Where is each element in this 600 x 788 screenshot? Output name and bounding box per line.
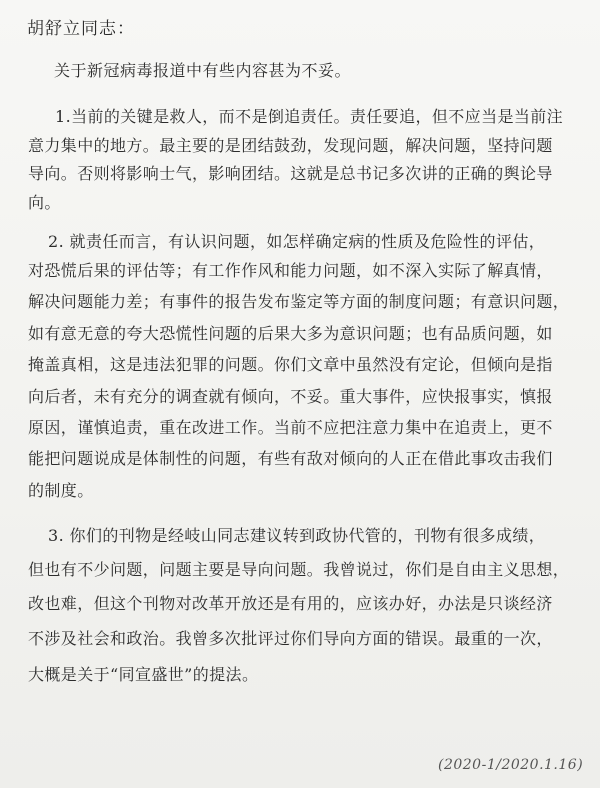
- paragraph-2-line-2: 对恐慌后果的评估等；有工作作风和能力问题，如不深入实际了解真情，: [28, 261, 553, 280]
- paragraph-3-line-4: 不涉及社会和政治。我曾多次批评过你们导向方面的错误。最重的一次，: [28, 629, 553, 648]
- paragraph-3-line-3: 改也难，但这个刊物对改革开放还是有用的，应该办好，办法是只谈经济: [28, 594, 553, 613]
- paragraph-3-line-2: 但也有不少问题，问题主要是导向问题。我曾说过，你们是自由主义思想，: [28, 560, 570, 579]
- paragraph-2-line-4: 如有意无意的夸大恐慌性问题的后果大多为意识问题；也有品质问题，如: [28, 324, 553, 343]
- paragraph-1-line-1: 1.当前的关键是救人，而不是倒追责任。责任要追，但不应当是当前注: [55, 107, 564, 126]
- paragraph-2-line-7: 原因，谨慎追责，重在改进工作。当前不应把注意力集中在追责上，更不: [28, 418, 553, 437]
- paragraph-2-line-6: 向后者，未有充分的调查就有倾向，不妥。重大事件，应快报事实，慎报: [28, 387, 553, 406]
- paragraph-2-line-5: 掩盖真相，这是违法犯罪的问题。你们文章中虽然没有定论，但倾向是指: [28, 355, 553, 374]
- paragraph-2-line-3: 解决问题能力差；有事件的报告发布鉴定等方面的制度问题；有意识问题，: [28, 292, 570, 311]
- paragraph-2-line-1: 2. 就责任而言，有认识问题，如怎样确定病的性质及危险性的评估，: [48, 232, 546, 251]
- paragraph-1-line-3: 导向。否则将影响士气，影响团结。这就是总书记多次讲的正确的舆论导: [28, 164, 553, 183]
- paragraph-2-line-9: 的制度。: [28, 481, 94, 500]
- paragraph-1-line-2: 意力集中的地方。最主要的是团结鼓劲，发现问题，解决问题，坚持问题: [28, 136, 553, 155]
- intro-line: 关于新冠病毒报道中有些内容甚为不妥。: [54, 61, 352, 80]
- handwritten-date: (2020-1/2020.1.16): [438, 757, 584, 773]
- paragraph-3-line-5: 大概是关于“同宣盛世”的提法。: [28, 665, 259, 684]
- paragraph-3-line-1: 3. 你们的刊物是经岐山同志建议转到政协代管的，刊物有很多成绩，: [48, 526, 546, 545]
- paragraph-1-line-4: 向。: [28, 193, 61, 212]
- paragraph-2-line-8: 能把问题说成是体制性的问题，有些有敌对倾向的人正在借此事攻击我们: [28, 449, 553, 468]
- salutation: 胡舒立同志：: [27, 19, 135, 39]
